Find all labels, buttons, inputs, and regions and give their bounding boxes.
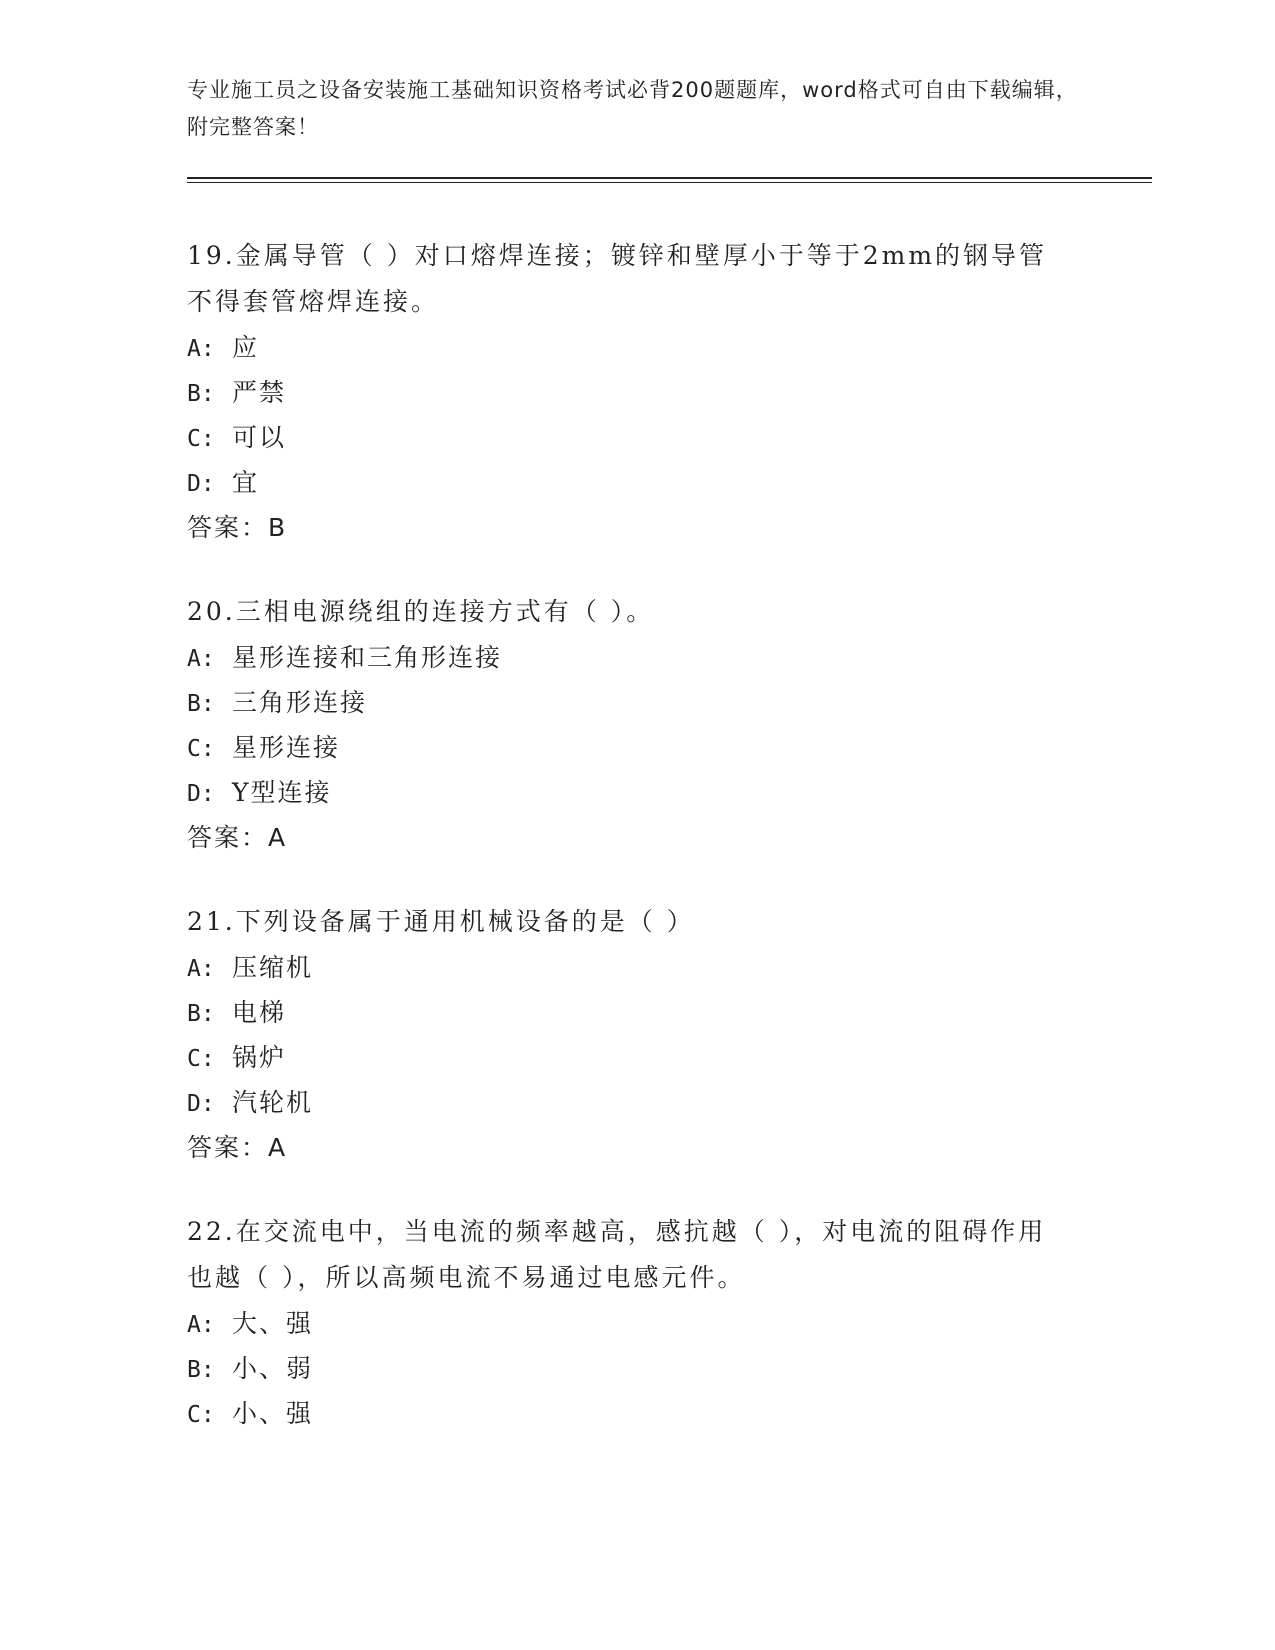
option-text: 压缩机: [232, 953, 314, 982]
option-key: B:: [187, 1357, 215, 1383]
option-text: 小、弱: [232, 1354, 314, 1383]
option-key: C:: [187, 1046, 215, 1072]
option-key: A:: [187, 336, 215, 362]
answer-line: 答案：A: [187, 1133, 288, 1162]
option-text: 星形连接: [232, 733, 341, 762]
question-20: [187, 589, 1067, 861]
option-a: [187, 1301, 1067, 1346]
option-text: 三角形连接: [232, 688, 368, 717]
option-b: [187, 990, 1067, 1035]
option-a: [187, 635, 1067, 680]
option-key: A:: [187, 956, 215, 982]
option-text: 汽轮机: [232, 1088, 314, 1117]
question-list: [187, 233, 1067, 1474]
option-key: D:: [187, 1091, 215, 1117]
option-text: Y型连接: [232, 778, 332, 807]
document-header: 专业施工员之设备安装施工基础知识资格考试必背200题题库，word格式可自由下载编辑，附完整答案！: [187, 78, 1078, 139]
question-22: [187, 1209, 1067, 1436]
option-b: [187, 1346, 1067, 1391]
question-19: [187, 233, 1067, 551]
option-key: C:: [187, 426, 215, 452]
answer-line: 答案：A: [187, 823, 288, 852]
option-b: [187, 680, 1067, 725]
header-divider-thick: [187, 177, 1152, 179]
option-key: B:: [187, 1001, 215, 1027]
option-c: [187, 725, 1067, 770]
option-c: [187, 1391, 1067, 1436]
option-text: 星形连接和三角形连接: [232, 643, 503, 672]
option-text: 小、强: [232, 1399, 314, 1428]
option-d: [187, 770, 1067, 815]
option-text: 应: [232, 333, 260, 362]
option-key: B:: [187, 691, 215, 717]
option-key: D:: [187, 781, 215, 807]
option-key: A:: [187, 646, 215, 672]
option-text: 大、强: [232, 1309, 314, 1338]
option-c: [187, 415, 1067, 460]
header-divider-thin: [187, 182, 1152, 183]
answer-line: 答案：B: [187, 513, 288, 542]
option-text: 电梯: [232, 998, 287, 1027]
question-stem: 21.下列设备属于通用机械设备的是（ ）: [187, 907, 695, 936]
question-stem: 19.金属导管（ ）对口熔焊连接；镀锌和壁厚小于等于2mm的钢导管不得套管熔焊连接。: [187, 241, 1048, 316]
option-b: [187, 370, 1067, 415]
option-key: C:: [187, 1402, 215, 1428]
option-d: [187, 1080, 1067, 1125]
option-key: D:: [187, 471, 215, 497]
question-21: [187, 899, 1067, 1171]
option-key: B:: [187, 381, 215, 407]
option-a: [187, 945, 1067, 990]
question-stem: 22.在交流电中，当电流的频率越高，感抗越（ ），对电流的阻碍作用也越（ ），所以高频电流不易通过电感元件。: [187, 1217, 1047, 1292]
option-key: A:: [187, 1312, 215, 1338]
option-a: [187, 325, 1067, 370]
option-text: 锅炉: [232, 1043, 287, 1072]
option-key: C:: [187, 736, 215, 762]
option-text: 严禁: [232, 378, 287, 407]
option-c: [187, 1035, 1067, 1080]
option-text: 宜: [232, 468, 260, 497]
option-d: [187, 460, 1067, 505]
question-stem: 20.三相电源绕组的连接方式有（ ）。: [187, 597, 655, 626]
option-text: 可以: [232, 423, 287, 452]
